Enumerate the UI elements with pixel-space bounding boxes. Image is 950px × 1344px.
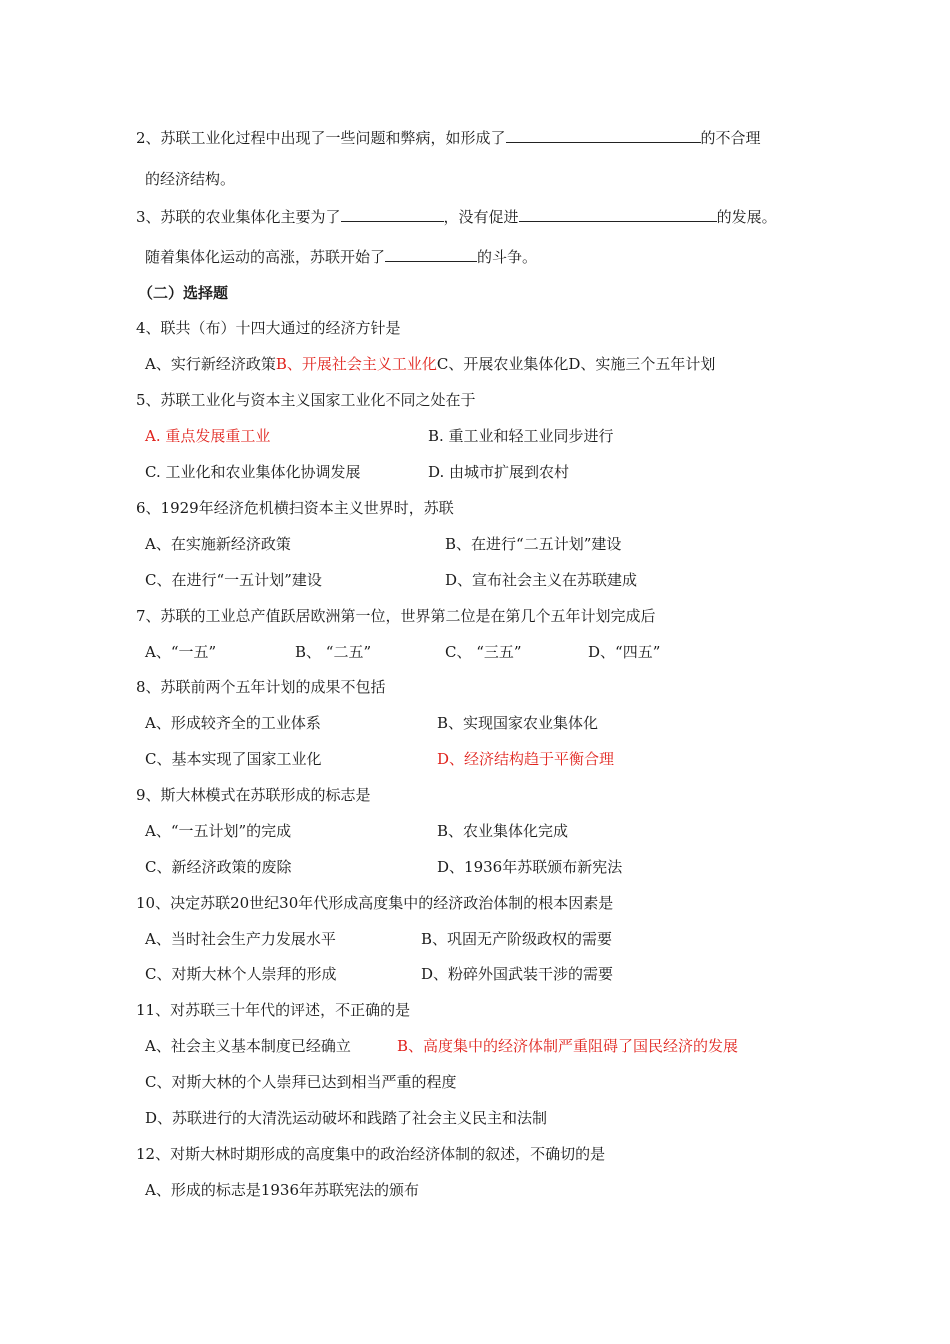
q6-option-d[interactable]: D、宣布社会主义在苏联建成 (445, 571, 638, 589)
q5-option-b[interactable]: B. 重工业和轻工业同步进行 (428, 427, 614, 445)
q7-option-d[interactable]: D、“四五” (588, 643, 661, 661)
q4-option-b[interactable]: B、开展社会主义工业化 (275, 355, 437, 373)
q6-option-c[interactable]: C、在进行“一五计划”建设 (145, 571, 322, 589)
q2-blank-1[interactable] (506, 126, 701, 143)
q11-option-b[interactable]: B、高度集中的经济体制严重阻碍了国民经济的发展 (397, 1037, 739, 1055)
q6-stem: 6、1929年经济危机横扫资本主义世界时，苏联 (136, 499, 454, 517)
q2-line2 (145, 168, 235, 190)
q3-text-2: ，没有促进 (443, 208, 519, 226)
q5-option-c[interactable]: C. 工业化和农业集体化协调发展 (145, 463, 361, 481)
q8-option-d[interactable]: D、经济结构趋于平衡合理 (437, 750, 615, 768)
q12-stem: 12、对斯大林时期形成的高度集中的政治经济体制的叙述，不确切的是 (136, 1145, 606, 1163)
q10-stem: 10、决定苏联20世纪30年代形成高度集中的经济政治体制的根本因素是 (136, 894, 614, 912)
q3-text-cont2: 的斗争。 (477, 248, 538, 266)
q7-option-c[interactable]: C、 “三五” (445, 643, 522, 661)
q2-line1 (136, 126, 761, 149)
q3-blank-3[interactable] (385, 245, 477, 262)
q3-line1 (136, 205, 777, 228)
q11-option-d[interactable]: D、苏联进行的大清洗运动破坏和践踏了社会主义民主和法制 (145, 1109, 548, 1127)
q5-stem: 5、苏联工业化与资本主义国家工业化不同之处在于 (136, 391, 476, 409)
q7-option-b[interactable]: B、 “二五” (295, 643, 372, 661)
q10-option-b[interactable]: B、巩固无产阶级政权的需要 (421, 930, 613, 948)
q8-option-a[interactable]: A、形成较齐全的工业体系 (145, 714, 321, 732)
q11-option-c[interactable]: C、对斯大林的个人崇拜已达到相当严重的程度 (145, 1073, 457, 1091)
q9-option-d[interactable]: D、1936年苏联颁布新宪法 (437, 858, 623, 876)
q3-line2 (145, 245, 537, 268)
q3-text-cont1: 随着集体化运动的高涨，苏联开始了 (145, 248, 386, 266)
q4-option-a[interactable]: A、实行新经济政策 (145, 355, 276, 373)
q2-text-2: 的不合理 (700, 129, 761, 147)
section-title: （二）选择题 (138, 284, 229, 302)
q3-blank-2[interactable] (519, 205, 717, 222)
q6-option-a[interactable]: A、在实施新经济政策 (145, 535, 291, 553)
q9-option-b[interactable]: B、农业集体化完成 (437, 822, 569, 840)
q6-option-b[interactable]: B、在进行“二五计划”建设 (445, 535, 622, 553)
q11-stem: 11、对苏联三十年代的评述，不正确的是 (136, 1001, 411, 1019)
q2-text-1: 2、苏联工业化过程中出现了一些问题和弊病，如形成了 (136, 129, 506, 147)
q4-stem: 4、联共（布）十四大通过的经济方针是 (136, 319, 401, 337)
q9-stem: 9、斯大林模式在苏联形成的标志是 (136, 786, 371, 804)
q7-option-a[interactable]: A、“一五” (145, 643, 217, 661)
q4-option-c[interactable]: C、开展农业集体化 (436, 355, 569, 373)
q5-option-a[interactable]: A. 重点发展重工业 (145, 427, 271, 445)
q11-option-a[interactable]: A、社会主义基本制度已经确立 (145, 1037, 351, 1055)
q12-option-a[interactable]: A、形成的标志是1936年苏联宪法的颁布 (145, 1181, 420, 1199)
q4-options (145, 353, 715, 375)
q2-text-cont: 的经济结构。 (145, 170, 236, 188)
q4-option-d[interactable]: D、实施三个五年计划 (568, 355, 716, 373)
q10-option-c[interactable]: C、对斯大林个人崇拜的形成 (145, 965, 337, 983)
q9-option-a[interactable]: A、“一五计划”的完成 (145, 822, 292, 840)
q10-option-a[interactable]: A、当时社会生产力发展水平 (145, 930, 336, 948)
q10-option-d[interactable]: D、粉碎外国武装干涉的需要 (421, 965, 614, 983)
q9-option-c[interactable]: C、新经济政策的废除 (145, 858, 292, 876)
q8-option-b[interactable]: B、实现国家农业集体化 (437, 714, 599, 732)
q3-text-3: 的发展。 (716, 208, 777, 226)
q8-stem: 8、苏联前两个五年计划的成果不包括 (136, 678, 386, 696)
q5-option-d[interactable]: D. 由城市扩展到农村 (428, 463, 570, 481)
q7-stem: 7、苏联的工业总产值跃居欧洲第一位，世界第二位是在第几个五年计划完成后 (136, 607, 656, 625)
q3-blank-1[interactable] (341, 205, 444, 222)
q3-text-1: 3、苏联的农业集体化主要为了 (136, 208, 341, 226)
q8-option-c[interactable]: C、基本实现了国家工业化 (145, 750, 322, 768)
